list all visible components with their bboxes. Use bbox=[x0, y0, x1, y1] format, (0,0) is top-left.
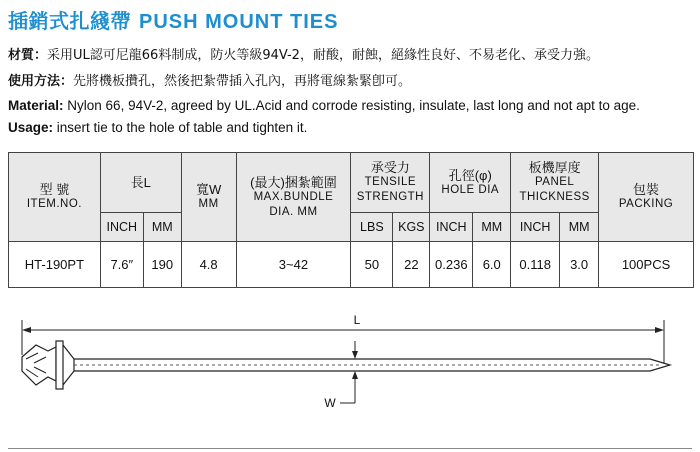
subheader-row bbox=[9, 213, 694, 242]
bottom-divider bbox=[8, 448, 692, 449]
header-hole: 孔徑(φ) HOLE DIA bbox=[430, 153, 511, 213]
subheader-len-inch: INCH bbox=[100, 213, 143, 242]
cell-lbs: 50 bbox=[351, 242, 393, 288]
cell-len-inch: 7.6″ bbox=[100, 242, 143, 288]
cell-len-mm: 190 bbox=[143, 242, 181, 288]
cell-bundle: 3~42 bbox=[236, 242, 351, 288]
material-zh-text: 采用UL認可尼龍66料制成，防火等級94V-2，耐酸，耐蝕，絕緣性良好、不易老化、承受力強。 bbox=[47, 48, 599, 63]
usage-zh-line bbox=[8, 72, 411, 92]
header-bundle: (最大)捆紮範圍 MAX.BUNDLE DIA. MM bbox=[236, 153, 351, 242]
usage-en-label: Usage: bbox=[8, 120, 54, 135]
subheader-hole-inch: INCH bbox=[430, 213, 473, 242]
material-en-line bbox=[8, 96, 640, 116]
usage-zh-text: 先將機板攢孔，然後把紮帶插入孔內，再將電線紮緊卽可。 bbox=[73, 74, 412, 89]
header-tensile: 承受力 TENSILE STRENGTH bbox=[351, 153, 430, 213]
tie-diagram bbox=[0, 305, 700, 445]
push-mount-head bbox=[22, 341, 74, 389]
width-label: W bbox=[324, 396, 336, 410]
cell-kgs: 22 bbox=[393, 242, 430, 288]
table-row bbox=[9, 242, 694, 288]
title-en: PUSH MOUNT TIES bbox=[139, 11, 339, 33]
header-width: 寬W MM bbox=[181, 153, 236, 242]
subheader-hole-mm: MM bbox=[473, 213, 511, 242]
cell-item: HT-190PT bbox=[9, 242, 101, 288]
width-dimension bbox=[324, 341, 358, 410]
header-item: 型 號 ITEM.NO. bbox=[9, 153, 101, 242]
material-zh-line bbox=[8, 46, 599, 66]
subheader-len-mm: MM bbox=[143, 213, 181, 242]
material-zh-label: 材質： bbox=[8, 48, 48, 63]
header-length: 長L bbox=[100, 153, 181, 213]
usage-en-line bbox=[8, 118, 307, 138]
subheader-panel-mm: MM bbox=[560, 213, 599, 242]
subheader-kgs: KGS bbox=[393, 213, 430, 242]
cell-panel-inch: 0.118 bbox=[511, 242, 560, 288]
header-packing: 包裝 PACKING bbox=[599, 153, 694, 242]
usage-zh-label: 使用方法： bbox=[8, 74, 74, 89]
usage-en-text: insert tie to the hole of table and tighten it. bbox=[53, 120, 308, 135]
cell-width: 4.8 bbox=[181, 242, 236, 288]
cell-panel-mm: 3.0 bbox=[560, 242, 599, 288]
length-label: L bbox=[353, 313, 361, 327]
spec-table bbox=[8, 152, 694, 288]
title-zh: 插銷式扎綫帶 bbox=[8, 9, 131, 33]
header-row bbox=[9, 153, 694, 213]
material-en-label: Material: bbox=[8, 98, 64, 113]
subheader-panel-inch: INCH bbox=[511, 213, 560, 242]
cell-packing: 100PCS bbox=[599, 242, 694, 288]
cell-hole-mm: 6.0 bbox=[473, 242, 511, 288]
tie-strap bbox=[74, 359, 670, 371]
material-en-text: Nylon 66, 94V-2, agreed by UL.Acid and corrode resisting, insulate, last long and not apt to age. bbox=[63, 98, 640, 113]
cell-hole-inch: 0.236 bbox=[430, 242, 473, 288]
page-title bbox=[8, 8, 338, 34]
header-panel: 板機厚度 PANEL THICKNESS bbox=[511, 153, 599, 213]
subheader-lbs: LBS bbox=[351, 213, 393, 242]
